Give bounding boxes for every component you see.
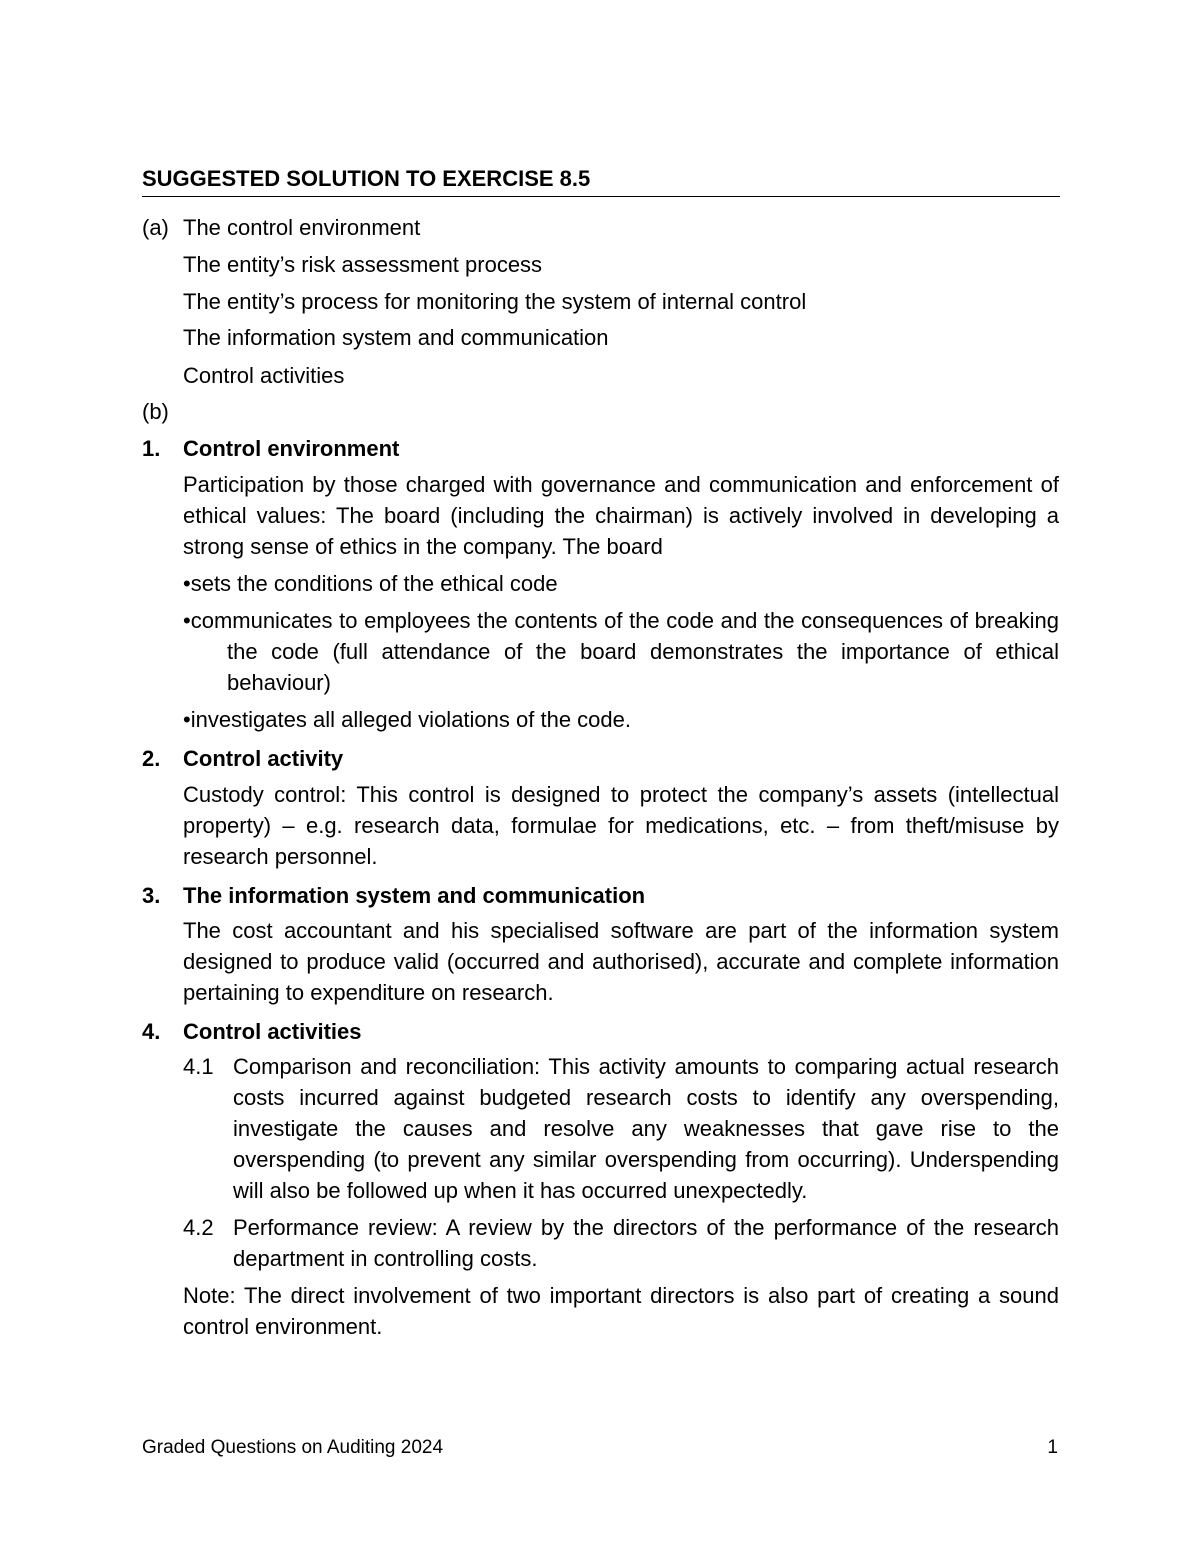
bullet-item: •investigates all alleged violations of the code. [183, 707, 631, 732]
subitem-number: 4.1 [183, 1054, 214, 1079]
section-number: 3. [142, 883, 161, 908]
section-title: Control activity [183, 746, 344, 771]
bullet-item: •sets the conditions of the ethical code [183, 571, 558, 596]
footer-title: Graded Questions on Auditing 2024 [142, 1437, 444, 1458]
part-b-marker: (b) [142, 399, 169, 424]
subitem-text: Performance review: A review by the directors of the performance of the research department in controlling costs. [233, 1215, 1059, 1271]
part-a-item: The entity’s risk assessment process [183, 252, 543, 277]
page-number: 1 [1047, 1437, 1058, 1458]
subitem-text: Comparison and reconciliation: This activity amounts to comparing actual research costs incurred against budgeted research costs to identify any overspending, investigate the causes and resolve any weaknesses that gave rise to the overspending (to prevent any similar overspending from occurring). Underspending will also be followed up when it has occurred unexpectedly. [233, 1054, 1059, 1203]
section-title: Control activities [183, 1019, 362, 1044]
part-a-marker: (a) [142, 215, 169, 240]
section-title: The information system and communication [183, 883, 646, 908]
section-paragraph: The cost accountant and his specialised software are part of the information system designed to produce valid (occurred and authorised), accurate and complete information pertaining to expenditure on research. [183, 918, 1059, 1005]
section-title: Control environment [183, 436, 400, 461]
section-paragraph: Custody control: This control is designed to protect the company’s assets (intellectual property) – e.g. research data, formulae for medications, etc. – from theft/misuse by research personnel. [183, 782, 1059, 869]
page-title: SUGGESTED SOLUTION TO EXERCISE 8.5 [142, 166, 1060, 197]
subitem-number: 4.2 [183, 1215, 214, 1240]
note-paragraph: Note: The direct involvement of two important directors is also part of creating a sound control environment. [183, 1283, 1059, 1339]
section-number: 2. [142, 746, 161, 771]
part-a-item: The information system and communication [183, 325, 609, 350]
section-number: 1. [142, 436, 161, 461]
part-a-item: The control environment [183, 215, 421, 240]
part-a-item: Control activities [183, 363, 345, 388]
section-paragraph: Participation by those charged with governance and communication and enforcement of ethical values: The board (including the chairman) is actively involved in developing a strong sense of ethics in the company. The board [183, 472, 1059, 559]
section-number: 4. [142, 1019, 161, 1044]
part-a-item: The entity’s process for monitoring the system of internal control [183, 289, 807, 314]
document-page [142, 0, 1060, 1553]
bullet-item: •communicates to employees the contents of the code and the consequences of breaking the code (full attendance of the board demonstrates the importance of ethical behaviour) [183, 608, 1059, 695]
